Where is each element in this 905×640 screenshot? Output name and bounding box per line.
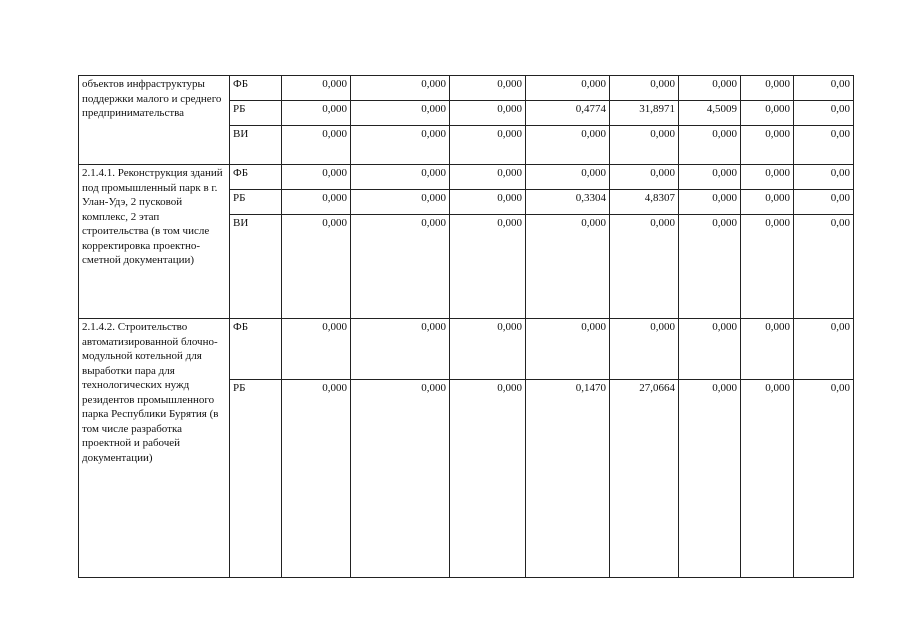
value-cell: 0,000 — [741, 165, 794, 190]
value-cell: 0,000 — [282, 165, 351, 190]
funding-source: ФБ — [230, 319, 282, 380]
value-cell: 4,8307 — [610, 190, 679, 215]
value-cell: 0,000 — [610, 165, 679, 190]
funding-source: ФБ — [230, 165, 282, 190]
value-cell: 0,000 — [282, 319, 351, 380]
item-name: объектов инфраструктуры поддержки малого и среднего предпринимательства — [79, 76, 230, 165]
item-name: 2.1.4.1. Реконструкция зданий под промышленный парк в г. Улан-Удэ, 2 пусковой комплекс, 2 этап строительства (в том числе корректировка проектно-сметной документации) — [79, 165, 230, 319]
value-cell: 0,000 — [741, 380, 794, 578]
value-cell: 0,000 — [741, 319, 794, 380]
value-cell: 0,000 — [679, 165, 741, 190]
table-row — [79, 319, 854, 380]
value-cell: 0,000 — [526, 165, 610, 190]
value-cell: 0,000 — [450, 380, 526, 578]
value-cell: 0,000 — [610, 319, 679, 380]
value-cell: 0,000 — [282, 190, 351, 215]
value-cell: 0,000 — [351, 215, 450, 319]
value-cell: 0,000 — [679, 190, 741, 215]
item-name: 2.1.4.2. Строительство автоматизированной блочно-модульной котельной для выработки пара для технологических нужд резидентов промышленного парка Республики Бурятия (в том числе разработка проектной и рабочей документации) — [79, 319, 230, 578]
value-cell: 0,000 — [610, 215, 679, 319]
value-cell: 31,8971 — [610, 101, 679, 126]
value-cell: 4,5009 — [679, 101, 741, 126]
value-cell: 0,4774 — [526, 101, 610, 126]
value-cell: 0,000 — [679, 215, 741, 319]
value-cell: 0,000 — [741, 126, 794, 165]
value-cell: 0,000 — [741, 101, 794, 126]
value-cell: 0,000 — [351, 101, 450, 126]
value-cell: 0,00 — [794, 190, 854, 215]
value-cell: 0,000 — [351, 190, 450, 215]
value-cell: 0,3304 — [526, 190, 610, 215]
value-cell: 0,000 — [450, 165, 526, 190]
value-cell: 0,000 — [526, 215, 610, 319]
value-cell: 0,000 — [351, 165, 450, 190]
value-cell: 0,000 — [351, 126, 450, 165]
table-row — [79, 165, 854, 190]
value-cell: 0,000 — [526, 319, 610, 380]
value-cell: 27,0664 — [610, 380, 679, 578]
value-cell: 0,00 — [794, 126, 854, 165]
value-cell: 0,000 — [351, 76, 450, 101]
value-cell: 0,000 — [450, 190, 526, 215]
funding-source: РБ — [230, 101, 282, 126]
value-cell: 0,000 — [526, 76, 610, 101]
value-cell: 0,00 — [794, 215, 854, 319]
value-cell: 0,1470 — [526, 380, 610, 578]
value-cell: 0,000 — [282, 215, 351, 319]
value-cell: 0,000 — [450, 319, 526, 380]
value-cell: 0,000 — [282, 126, 351, 165]
value-cell: 0,000 — [450, 215, 526, 319]
value-cell: 0,000 — [679, 76, 741, 101]
value-cell: 0,00 — [794, 319, 854, 380]
value-cell: 0,000 — [679, 126, 741, 165]
value-cell: 0,000 — [610, 126, 679, 165]
value-cell: 0,000 — [741, 215, 794, 319]
value-cell: 0,000 — [679, 380, 741, 578]
value-cell: 0,000 — [351, 380, 450, 578]
funding-source: ВИ — [230, 215, 282, 319]
value-cell: 0,00 — [794, 380, 854, 578]
funding-source: ФБ — [230, 76, 282, 101]
value-cell: 0,000 — [679, 319, 741, 380]
funding-table — [78, 75, 854, 578]
value-cell: 0,000 — [741, 190, 794, 215]
value-cell: 0,000 — [450, 101, 526, 126]
value-cell: 0,00 — [794, 101, 854, 126]
value-cell: 0,000 — [282, 76, 351, 101]
value-cell: 0,000 — [450, 76, 526, 101]
value-cell: 0,00 — [794, 76, 854, 101]
value-cell: 0,000 — [526, 126, 610, 165]
funding-source: РБ — [230, 190, 282, 215]
table-row — [79, 76, 854, 101]
value-cell: 0,000 — [351, 319, 450, 380]
value-cell: 0,000 — [741, 76, 794, 101]
value-cell: 0,000 — [450, 126, 526, 165]
funding-source: ВИ — [230, 126, 282, 165]
funding-source: РБ — [230, 380, 282, 578]
value-cell: 0,000 — [282, 380, 351, 578]
value-cell: 0,00 — [794, 165, 854, 190]
value-cell: 0,000 — [282, 101, 351, 126]
value-cell: 0,000 — [610, 76, 679, 101]
